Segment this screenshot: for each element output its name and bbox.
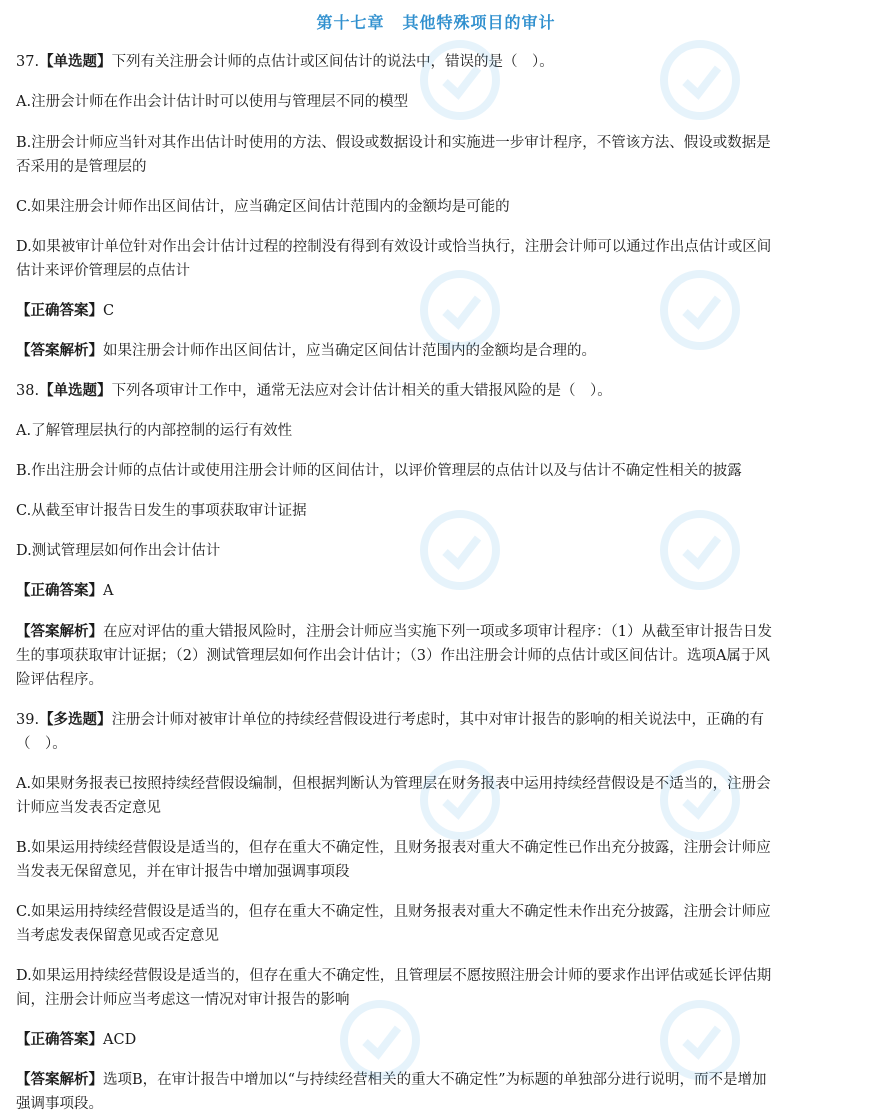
question-39-option-b-line2: 当发表无保留意见，并在审计报告中增加强调事项段: [16, 864, 350, 880]
question-number: 37.: [16, 54, 40, 70]
question-39-option-a-line1: A.如果财务报表已按照持续经营假设编制，但根据判断认为管理层在财务报表中运用持续经营假设是不适当的，注册会: [16, 776, 771, 792]
question-39-option-c-line2: 当考虑发表保留意见或否定意见: [16, 928, 219, 944]
question-37-option-b-line2: 否采用的是管理层的: [16, 159, 147, 175]
answer-label: 【正确答案】: [16, 582, 103, 599]
answer-value: C: [103, 303, 115, 319]
question-37-option-c: C.如果注册会计师作出区间估计，应当确定区间估计范围内的金额均是可能的: [16, 199, 510, 215]
watermark-logo-icon: [640, 20, 760, 140]
answer-value: ACD: [103, 1032, 137, 1048]
chapter-number: 第十七章: [316, 13, 385, 32]
question-text: 下列各项审计工作中，通常无法应对会计估计相关的重大错报风险的是（ ）。: [111, 383, 612, 399]
answer-label: 【正确答案】: [16, 1031, 103, 1048]
question-38-analysis-line1: [16, 619, 858, 645]
question-38-option-a: A.了解管理层执行的内部控制的运行有效性: [16, 423, 293, 439]
question-number: 38.: [16, 383, 40, 399]
question-38-option-b: B.作出注册会计师的点估计或使用注册会计师的区间估计，以评价管理层的点估计以及与估计不确定性相关的披露: [16, 463, 742, 479]
analysis-text: 在应对评估的重大错报风险时，注册会计师应当实施下列一项或多项审计程序：（1）从截至审计报告日发: [103, 624, 772, 640]
question-37-option-d-line2: 估计来评价管理层的点估计: [16, 263, 190, 279]
question-39-stem-line2: （ ）。: [16, 736, 67, 752]
question-39-option-d-line2: 间，注册会计师应当考虑这一情况对审计报告的影响: [16, 992, 350, 1008]
question-38-option-c: C.从截至审计报告日发生的事项获取审计证据: [16, 503, 307, 519]
question-39-stem-line1: [16, 707, 858, 733]
question-38-analysis-line3: 险评估程序。: [16, 672, 103, 688]
question-38-stem: [16, 378, 858, 404]
question-type-tag: 【多选题】: [39, 711, 112, 728]
analysis-text: 如果注册会计师作出区间估计，应当确定区间估计范围内的金额均是合理的。: [103, 343, 596, 359]
watermark-logo-icon: [400, 20, 520, 140]
analysis-label: 【答案解析】: [16, 623, 103, 640]
question-39-option-d-line1: D.如果运用持续经营假设是适当的，但存在重大不确定性，且管理层不愿按照注册会计师的要求作出评估或延长评估期: [16, 968, 772, 984]
question-39-option-a-line2: 计师应当发表否定意见: [16, 800, 161, 816]
question-38-answer: [16, 578, 858, 604]
question-37-option-a: A.注册会计师在作出会计估计时可以使用与管理层不同的模型: [16, 94, 409, 110]
answer-label: 【正确答案】: [16, 302, 103, 319]
answer-value: A: [103, 583, 114, 599]
question-text: 注册会计师对被审计单位的持续经营假设进行考虑时，其中对审计报告的影响的相关说法中，正确的有: [111, 712, 765, 728]
question-37-option-b-line1: B.注册会计师应当针对其作出估计时使用的方法、假设或数据设计和实施进一步审计程序，不管该方法、假设或数据是: [16, 135, 771, 151]
question-type-tag: 【单选题】: [39, 382, 112, 399]
question-39-option-c-line1: C.如果运用持续经营假设是适当的，但存在重大不确定性，且财务报表对重大不确定性未作出充分披露，注册会计师应: [16, 904, 771, 920]
question-37-answer: [16, 298, 858, 324]
question-text: 下列有关注册会计师的点估计或区间估计的说法中，错误的是（ ）。: [111, 54, 554, 70]
chapter-title: [0, 10, 872, 33]
chapter-name: 其他特殊项目的审计: [402, 13, 556, 32]
question-39-analysis-line2: 强调事项段。: [16, 1096, 103, 1112]
question-39-analysis-line1: [16, 1067, 858, 1093]
analysis-text: 选项B，在审计报告中增加以“与持续经营相关的重大不确定性”为标题的单独部分进行说明，而不是增加: [103, 1072, 767, 1088]
question-number: 39.: [16, 712, 40, 728]
question-39-option-b-line1: B.如果运用持续经营假设是适当的，但存在重大不确定性，且财务报表对重大不确定性已作出充分披露，注册会计师应: [16, 840, 771, 856]
question-type-tag: 【单选题】: [39, 53, 112, 70]
question-37-option-d-line1: D.如果被审计单位针对作出会计估计过程的控制没有得到有效设计或恰当执行，注册会计师可以通过作出点估计或区间: [16, 239, 772, 255]
question-39-answer: [16, 1027, 858, 1053]
analysis-label: 【答案解析】: [16, 1071, 103, 1088]
question-38-analysis-line2: 生的事项获取审计证据；（2）测试管理层如何作出会计估计；（3）作出注册会计师的点估计或区间估计。选项A属于风: [16, 648, 770, 664]
question-38-option-d: D.测试管理层如何作出会计估计: [16, 543, 221, 559]
question-37-analysis: [16, 338, 858, 364]
analysis-label: 【答案解析】: [16, 342, 103, 359]
question-37-stem: [16, 49, 858, 75]
